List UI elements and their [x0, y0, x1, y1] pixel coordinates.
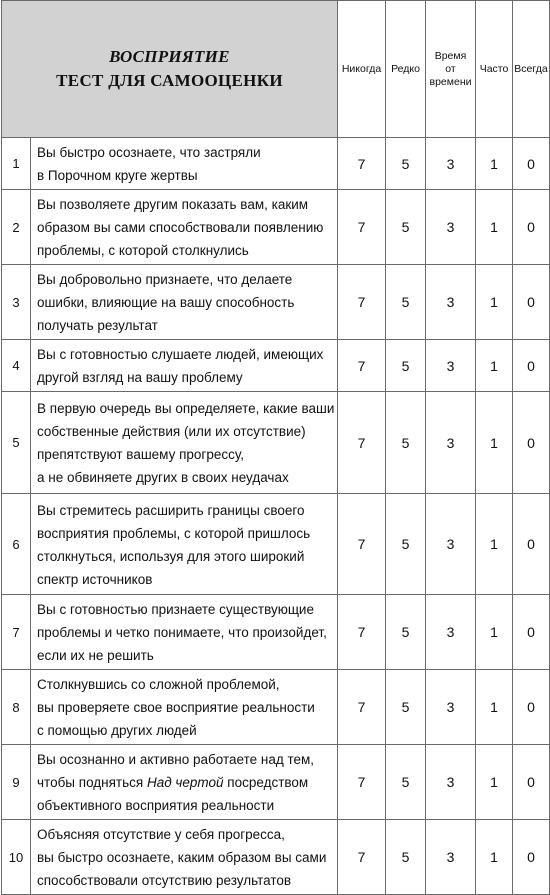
statement-text [31, 190, 338, 265]
score-always: 0 [513, 820, 550, 895]
statement-line: другой взгляд на вашу проблему [37, 370, 243, 385]
score-often: 1 [476, 745, 513, 820]
row-number: 8 [2, 670, 31, 745]
score-always: 0 [513, 138, 550, 190]
statement-line [37, 771, 331, 794]
header-row [2, 1, 550, 138]
statement-text [31, 670, 338, 745]
score-never: 7 [338, 745, 386, 820]
score-always: 0 [513, 595, 550, 670]
statement-line: способствовали отсутствию результатов [37, 873, 292, 888]
statement-text [31, 340, 338, 392]
column-header-often: Часто [476, 1, 513, 138]
statement-line: Вы позволяете другим показать вам, каким [37, 197, 309, 212]
statement-line: В первую очередь вы определяете, какие ваши [37, 401, 335, 416]
score-sometimes: 3 [426, 340, 476, 392]
score-always: 0 [513, 190, 550, 265]
column-header-never: Никогда [338, 1, 386, 138]
score-often: 1 [476, 595, 513, 670]
score-often: 1 [476, 494, 513, 595]
score-never: 7 [338, 340, 386, 392]
statement-line: столкнуться, используя для этого широкий [37, 548, 305, 564]
column-header-sometimes [426, 1, 476, 138]
statement-line: спектр источников [37, 571, 153, 587]
score-rarely: 5 [386, 138, 426, 190]
score-often: 1 [476, 190, 513, 265]
table-row [2, 138, 550, 190]
table-row [2, 595, 550, 670]
statement-line: а не обвиняете других в своих неудачах [37, 470, 289, 485]
score-sometimes: 3 [426, 494, 476, 595]
score-sometimes: 3 [426, 265, 476, 340]
score-never: 7 [338, 494, 386, 595]
statement-line: Столкнувшись со сложной проблемой, [37, 677, 280, 692]
score-never: 7 [338, 670, 386, 745]
statement-text [31, 265, 338, 340]
score-rarely: 5 [386, 392, 426, 494]
title-line2: ТЕСТ ДЛЯ САМООЦЕНКИ [56, 71, 283, 90]
score-sometimes: 3 [426, 670, 476, 745]
self-assessment-table [1, 0, 550, 895]
title-line1: ВОСПРИЯТИЕ [109, 47, 230, 66]
row-number: 5 [2, 392, 31, 494]
statement-line: объективного восприятия реальности [37, 798, 275, 813]
score-rarely: 5 [386, 494, 426, 595]
statement-line: Вы быстро осознаете, что застряли [37, 145, 261, 160]
score-sometimes: 3 [426, 745, 476, 820]
statement-line: препятствуют вашему прогрессу, [37, 447, 245, 462]
row-number: 2 [2, 190, 31, 265]
score-never: 7 [338, 265, 386, 340]
score-always: 0 [513, 745, 550, 820]
score-sometimes: 3 [426, 392, 476, 494]
row-number: 10 [2, 820, 31, 895]
statement-line: получать результат [37, 318, 158, 333]
statement-line: вы быстро осознаете, каким образом вы сами [37, 850, 327, 865]
table-row [2, 392, 550, 494]
statement-line: образом вы сами способствовали появлению [37, 220, 324, 235]
score-often: 1 [476, 265, 513, 340]
score-sometimes: 3 [426, 190, 476, 265]
row-number: 9 [2, 745, 31, 820]
statement-line: восприятия проблемы, с которой пришлось [37, 525, 311, 541]
statement-line: Вы осознанно и активно работаете над тем, [37, 752, 315, 767]
statement-text [31, 138, 338, 190]
statement-line: в Порочном круге жертвы [37, 168, 198, 183]
table-row [2, 670, 550, 745]
statement-line: проблемы и четко понимаете, что произойдет, [37, 625, 327, 640]
statement-text [31, 745, 338, 820]
score-always: 0 [513, 340, 550, 392]
row-number: 3 [2, 265, 31, 340]
score-never: 7 [338, 820, 386, 895]
table-row [2, 494, 550, 595]
score-sometimes: 3 [426, 595, 476, 670]
row-number: 1 [2, 138, 31, 190]
score-never: 7 [338, 138, 386, 190]
score-often: 1 [476, 392, 513, 494]
title-cell [2, 1, 338, 138]
statement-line: ошибки, влияющие на вашу способность [37, 295, 295, 310]
italic-phrase: Над чертой [146, 775, 224, 790]
row-number: 4 [2, 340, 31, 392]
score-rarely: 5 [386, 595, 426, 670]
table-row [2, 340, 550, 392]
score-never: 7 [338, 190, 386, 265]
score-often: 1 [476, 340, 513, 392]
statement-line: вы проверяете свое восприятие реальности [37, 700, 315, 715]
score-sometimes: 3 [426, 820, 476, 895]
score-rarely: 5 [386, 190, 426, 265]
score-rarely: 5 [386, 265, 426, 340]
statement-line: с помощью других людей [37, 723, 197, 738]
table-row [2, 190, 550, 265]
score-always: 0 [513, 392, 550, 494]
statement-text [31, 494, 338, 595]
statement-line: проблемы, с которой столкнулись [37, 243, 249, 258]
score-always: 0 [513, 494, 550, 595]
statement-text [31, 820, 338, 895]
statement-line: Вы с готовностью слушаете людей, имеющих [37, 347, 324, 362]
score-always: 0 [513, 670, 550, 745]
row-number: 6 [2, 494, 31, 595]
score-often: 1 [476, 670, 513, 745]
score-often: 1 [476, 820, 513, 895]
score-rarely: 5 [386, 820, 426, 895]
score-rarely: 5 [386, 340, 426, 392]
column-header-sometimes-line: Время [434, 49, 467, 62]
statement-text [31, 392, 338, 494]
column-header-sometimes-line: времени [429, 75, 472, 88]
statement-line: Вы стремитесь расширить границы своего [37, 502, 305, 518]
score-never: 7 [338, 595, 386, 670]
statement-line: если их не решить [37, 648, 154, 663]
statement-line-part: посредством [223, 775, 309, 790]
column-header-always: Всегда [513, 1, 550, 138]
statement-line: Вы с готовностью признаете существующие [37, 602, 314, 617]
table-row [2, 820, 550, 895]
row-number: 7 [2, 595, 31, 670]
table-row [2, 265, 550, 340]
statement-line: собственные действия (или их отсутствие) [37, 424, 306, 439]
table-row [2, 745, 550, 820]
score-often: 1 [476, 138, 513, 190]
score-sometimes: 3 [426, 138, 476, 190]
column-header-rarely: Редко [386, 1, 426, 138]
score-never: 7 [338, 392, 386, 494]
statement-line: Вы добровольно признаете, что делаете [37, 272, 293, 287]
score-always: 0 [513, 265, 550, 340]
statement-line-part: чтобы подняться [37, 775, 147, 790]
score-rarely: 5 [386, 745, 426, 820]
score-rarely: 5 [386, 670, 426, 745]
column-header-sometimes-line: от [445, 62, 456, 75]
statement-line: Объясняя отсутствие у себя прогресса, [37, 827, 285, 842]
statement-text [31, 595, 338, 670]
